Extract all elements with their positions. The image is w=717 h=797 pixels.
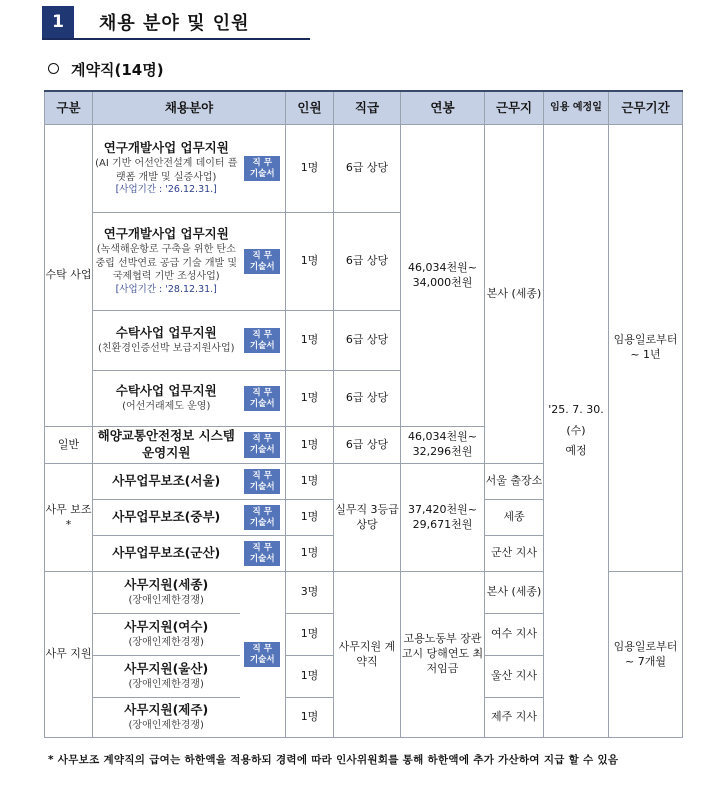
badge-cell xyxy=(240,311,286,371)
count-cell: 1명 xyxy=(286,371,334,427)
subsection-title-text: 계약직(14명) xyxy=(71,61,164,79)
badge-cell xyxy=(240,500,286,536)
count-cell: 1명 xyxy=(286,427,334,464)
group-general: 일반 xyxy=(45,427,93,464)
count-cell: 1명 xyxy=(286,536,334,572)
salary-office: 37,420천원~ 29,671천원 xyxy=(401,464,485,572)
badge-cell xyxy=(240,464,286,500)
table-row xyxy=(45,125,683,213)
group-office: 사무 보조* xyxy=(45,464,93,572)
salary-trust: 46,034천원~ 34,000천원 xyxy=(401,125,485,427)
rank-support: 사무지원 계약직 xyxy=(334,572,401,738)
job-description-badge[interactable]: 직 무 기술서 xyxy=(244,469,280,494)
circle-bullet-icon xyxy=(48,63,59,74)
count-cell: 1명 xyxy=(286,698,334,738)
header-salary: 연봉 xyxy=(401,91,485,125)
group-trust: 수탁 사업 xyxy=(45,125,93,427)
rank-cell: 6급 상당 xyxy=(334,427,401,464)
badge-cell xyxy=(240,213,286,311)
count-cell: 1명 xyxy=(286,213,334,311)
salary-support: 고용노동부 장관 고시 당해연도 최저임금 xyxy=(401,572,485,738)
field-title: 연구개발사업 업무지원 xyxy=(103,140,229,156)
job-description-badge[interactable]: 직 무 기술서 xyxy=(244,432,280,457)
field-cell: 사무지원(여수) (장애인제한경쟁) xyxy=(93,614,240,656)
field-desc: (AI 기반 어선안전설계 데이터 플랫폼 개발 및 실증사업) xyxy=(95,158,238,183)
job-description-badge[interactable]: 직 무 기술서 xyxy=(244,642,280,667)
section-header xyxy=(42,6,310,40)
location-ulsan: 울산 지사 xyxy=(485,656,544,698)
period-seven-months: 임용일로부터 ~ 7개월 xyxy=(609,572,683,738)
badge-cell xyxy=(240,536,286,572)
group-support: 사무 지원 xyxy=(45,572,93,738)
job-description-badge[interactable]: 직 무 기술서 xyxy=(244,328,280,353)
rank-cell: 6급 상당 xyxy=(334,125,401,213)
rank-cell: 6급 상당 xyxy=(334,311,401,371)
location-jeju: 제주 지사 xyxy=(485,698,544,738)
header-rank: 직급 xyxy=(334,91,401,125)
section-number: 1 xyxy=(42,6,74,38)
count-cell: 1명 xyxy=(286,125,334,213)
field-cell: 해양교통안전정보 시스템 운영지원 xyxy=(93,427,240,464)
field-cell: 사무업무보조(중부) xyxy=(93,500,240,536)
location-hq: 본사 (세종) xyxy=(485,125,544,464)
header-category: 구분 xyxy=(45,91,93,125)
rank-cell: 6급 상당 xyxy=(334,371,401,427)
field-cell: 사무지원(울산) (장애인제한경쟁) xyxy=(93,656,240,698)
location-gunsan: 군산 지사 xyxy=(485,536,544,572)
header-count: 인원 xyxy=(286,91,334,125)
salary-general: 46,034천원~ 32,296천원 xyxy=(401,427,485,464)
header-hire-date: 임용 예정일 xyxy=(544,91,609,125)
field-cell: 수탁사업 업무지원 (친환경인증선박 보급지원사업) xyxy=(93,311,240,371)
job-description-badge[interactable]: 직 무 기술서 xyxy=(244,505,280,530)
field-cell: 사무업무보조(서울) xyxy=(93,464,240,500)
location-yeosu: 여수 지사 xyxy=(485,614,544,656)
badge-cell xyxy=(240,572,286,738)
count-cell: 3명 xyxy=(286,572,334,614)
section-title: 채용 분야 및 인원 xyxy=(99,13,250,34)
hire-date-cell: '25. 7. 30. (수) 예정 xyxy=(544,125,609,738)
period-one-year: 임용일로부터 ~ 1년 xyxy=(609,125,683,572)
field-cell: 사무지원(제주) (장애인제한경쟁) xyxy=(93,698,240,738)
badge-cell xyxy=(240,125,286,213)
count-cell: 1명 xyxy=(286,464,334,500)
field-cell xyxy=(93,125,240,213)
subsection-title xyxy=(48,59,164,80)
header-field: 채용분야 xyxy=(93,91,286,125)
field-project-period: [사업기간 : '26.12.31.] xyxy=(115,184,217,196)
badge-cell xyxy=(240,371,286,427)
count-cell: 1명 xyxy=(286,500,334,536)
header-row xyxy=(45,91,683,125)
location-seoul: 서울 출장소 xyxy=(485,464,544,500)
recruitment-table xyxy=(44,90,683,738)
header-period: 근무기간 xyxy=(609,91,683,125)
badge-cell xyxy=(240,427,286,464)
field-cell: 사무업무보조(군산) xyxy=(93,536,240,572)
job-description-badge[interactable]: 직 무 기술서 xyxy=(244,386,280,411)
count-cell: 1명 xyxy=(286,311,334,371)
job-description-badge[interactable]: 직 무 기술서 xyxy=(244,156,280,181)
job-description-badge[interactable]: 직 무 기술서 xyxy=(244,541,280,566)
count-cell: 1명 xyxy=(286,614,334,656)
header-location: 근무지 xyxy=(485,91,544,125)
field-cell: 수탁사업 업무지원 (어선거래제도 운영) xyxy=(93,371,240,427)
location-sejong: 세종 xyxy=(485,500,544,536)
job-description-badge[interactable]: 직 무 기술서 xyxy=(244,249,280,274)
rank-office: 실무직 3등급상당 xyxy=(334,464,401,572)
field-cell: 연구개발사업 업무지원 (녹색해운항로 구축을 위한 탄소중립 선박연료 공급 기술 개발 및 국제협력 기반 조성사업) [사업기간 : '28.12.31.] xyxy=(93,213,240,311)
field-cell: 사무지원(세종) (장애인제한경쟁) xyxy=(93,572,240,614)
count-cell: 1명 xyxy=(286,656,334,698)
rank-cell: 6급 상당 xyxy=(334,213,401,311)
location-hq2: 본사 (세종) xyxy=(485,572,544,614)
footnote: * 사무보조 계약직의 급여는 하한액을 적용하되 경력에 따라 인사위원회를 통해 하한액에 추가 가산하여 지급 할 수 있음 xyxy=(48,754,619,766)
